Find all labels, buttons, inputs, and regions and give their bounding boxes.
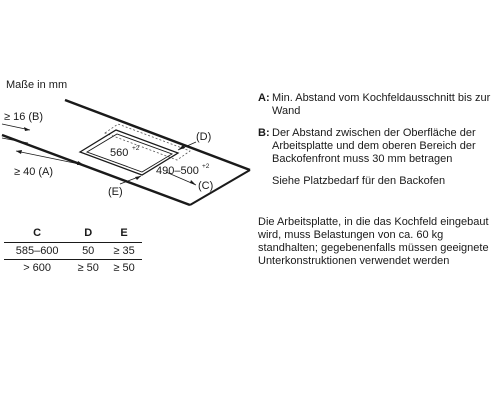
table-cell: ≥ 50 (77, 262, 99, 274)
dim-e-arrow (135, 176, 141, 180)
dim-depth-value: 490–500 (156, 165, 199, 177)
table-row (4, 243, 142, 260)
note-a (258, 92, 498, 118)
dim-a-label: ≥ 40 (A) (14, 166, 54, 178)
table-header-e: E (106, 226, 142, 243)
load-note: Die Arbeitsplatte, in die das Kochfeld eingebaut wird, muss Belastungen von ca. 60 kg standhalten; gegebenenfalls müssen geeignete Unterkonstruktionen verwendet werden (258, 216, 489, 267)
table-cell: 585–600 (4, 243, 70, 260)
dim-width-tolerance: +2 (132, 145, 140, 152)
table-cell: ≥ 50 (113, 262, 135, 274)
dim-b-label: ≥ 16 (B) (4, 111, 44, 123)
dim-depth-tolerance: +2 (202, 163, 210, 170)
table-row (4, 260, 142, 277)
table-header-c: C (4, 226, 70, 243)
dim-b-arrow (24, 127, 30, 131)
dim-a-arrow-right (77, 161, 84, 165)
table-cell: ≥ 35 (106, 243, 142, 260)
oven-note: Siehe Platzbedarf für den Backofen (272, 175, 446, 187)
dimension-table (4, 226, 142, 276)
dim-d-label: (D) (196, 131, 212, 143)
note-a-letter: A: (258, 92, 270, 104)
dim-c-arrow (190, 180, 196, 185)
dim-e-label: (E) (108, 186, 123, 198)
dim-a-arrow-left (16, 150, 22, 154)
units-label: Maße in mm (6, 79, 68, 91)
table-header-d: D (70, 226, 106, 243)
note-b (258, 127, 498, 166)
table-cell: 50 (70, 243, 106, 260)
table-cell: > 600 (23, 262, 52, 274)
dim-width-value: 560 (110, 147, 129, 159)
notes-panel (258, 92, 498, 268)
note-b-letter: B: (258, 127, 270, 139)
note-a-text: Min. Abstand vom Kochfeldausschnitt bis zur Wand (272, 92, 491, 117)
dim-c-label: (C) (198, 180, 214, 192)
note-b-text: Der Abstand zwischen der Oberfläche der Arbeitsplatte und dem oberen Bereich der Backofenfront muss 30 mm betragen (272, 127, 476, 165)
table-header-row (4, 226, 142, 243)
countertop-back-edge (65, 100, 250, 170)
